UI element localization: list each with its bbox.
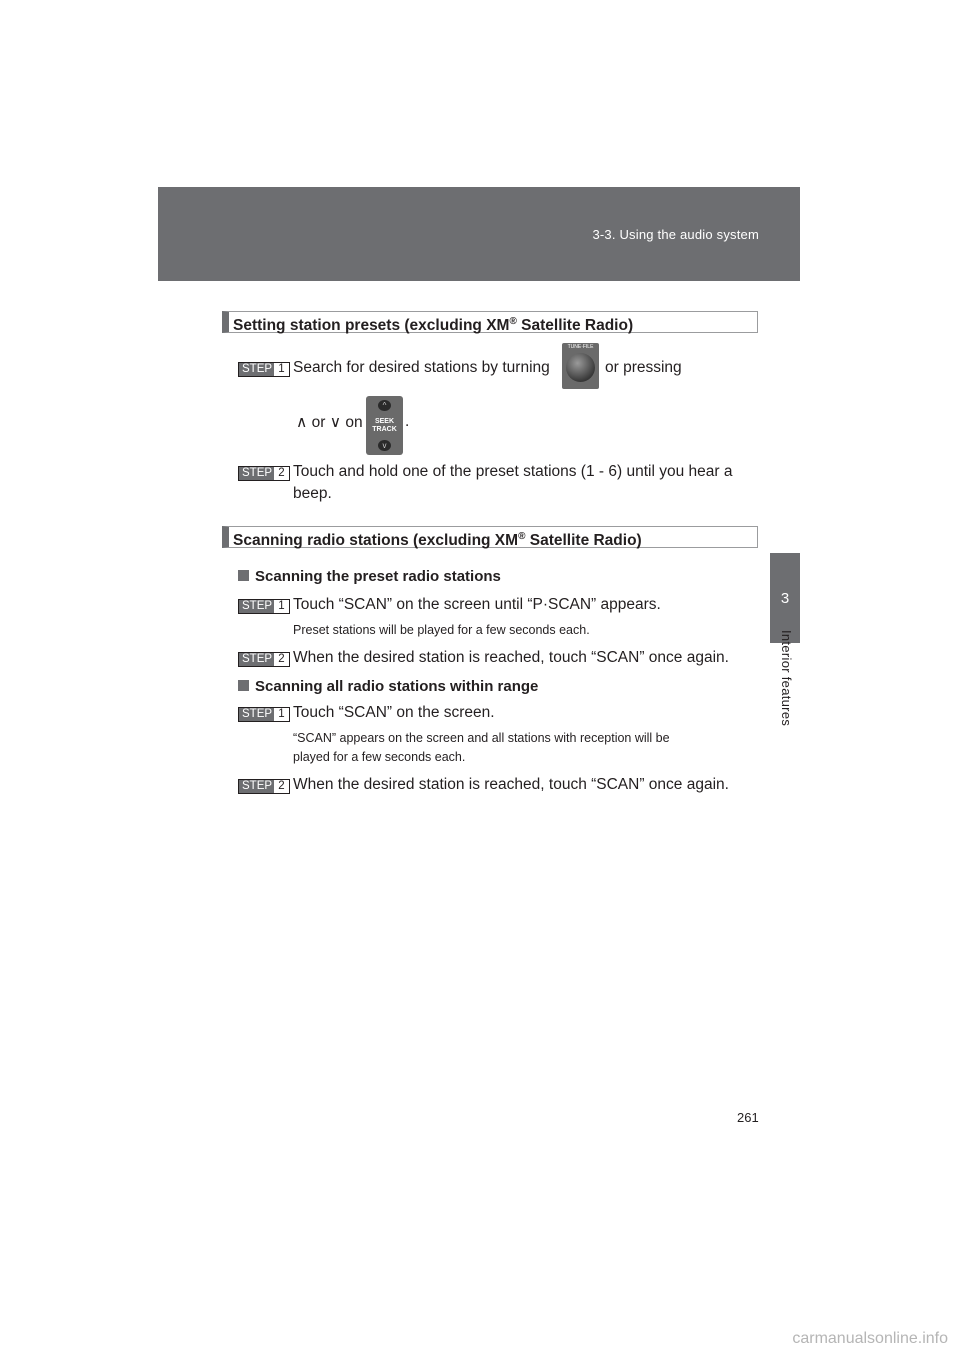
watermark: carmanualsonline.info [792,1330,948,1347]
step-note: “SCAN” appears on the screen and all stations with reception will be [293,731,670,745]
section-title: 3-3. Using the audio system [592,227,759,242]
step-text: Search for desired stations by turning [293,359,550,376]
seek-label [366,418,403,434]
heading-text: Setting station presets (excluding XM [233,317,510,335]
heading-text: Scanning radio stations (excluding XM [233,532,519,550]
step-word: STEP [239,780,274,793]
subsection-title [238,568,501,585]
step-number: 1 [274,363,289,376]
step-text-after: or pressing [605,359,682,376]
step-badge [238,779,290,794]
page-number: 261 [737,1110,759,1125]
step-number: 2 [274,467,289,480]
chevron-up-icon: ^ [378,400,391,411]
square-bullet-icon [238,680,249,691]
subsection-title-text: Scanning all radio stations within range [255,678,539,695]
step-badge [238,362,290,377]
subsection-title [238,678,538,695]
step-text: When the desired station is reached, touch “SCAN” once again. [293,776,729,793]
step-word: STEP [239,467,274,480]
step-text-line2: ∧ or ∨ on [296,414,363,431]
step-note: Preset stations will be played for a few seconds each. [293,623,590,637]
heading-text-end: Satellite Radio) [525,532,642,550]
step-number: 2 [274,653,289,666]
registered-mark: ® [509,316,517,327]
section-heading-scanning [222,526,758,548]
knob-disc [566,353,595,382]
step-badge [238,599,290,614]
step-text: Touch “SCAN” on the screen. [293,704,495,721]
tune-file-knob-icon [562,343,599,389]
seek-label-line2: TRACK [372,426,397,433]
subsection-title-text: Scanning the preset radio stations [255,568,501,585]
chevron-down-icon: v [378,440,391,451]
seek-track-button-icon [366,396,403,455]
step-word: STEP [239,708,274,721]
step-number: 2 [274,780,289,793]
step-text: When the desired station is reached, touch “SCAN” once again. [293,649,729,666]
knob-label: TUNE·FILE [567,344,594,350]
step-text-end: . [405,413,410,430]
step-badge [238,466,290,481]
step-text-line2: beep. [293,485,332,502]
step-text: Touch and hold one of the preset stations (1 - 6) until you hear a [293,463,733,480]
chapter-tab: 3 [770,553,800,643]
heading-text-end: Satellite Radio) [516,317,634,335]
step-badge [238,707,290,722]
step-badge [238,652,290,667]
step-note-line2: played for a few seconds each. [293,750,466,764]
square-bullet-icon [238,570,249,581]
section-heading-presets [222,311,758,333]
chapter-label: Interior features [779,630,794,727]
step-word: STEP [239,363,274,376]
step-number: 1 [274,708,289,721]
step-word: STEP [239,653,274,666]
registered-mark: ® [518,531,526,542]
step-word: STEP [239,600,274,613]
step-number: 1 [274,600,289,613]
header-band [158,187,800,281]
seek-label-line1: SEEK [374,418,395,425]
step-text: Touch “SCAN” on the screen until “P·SCAN” appears. [293,596,661,613]
